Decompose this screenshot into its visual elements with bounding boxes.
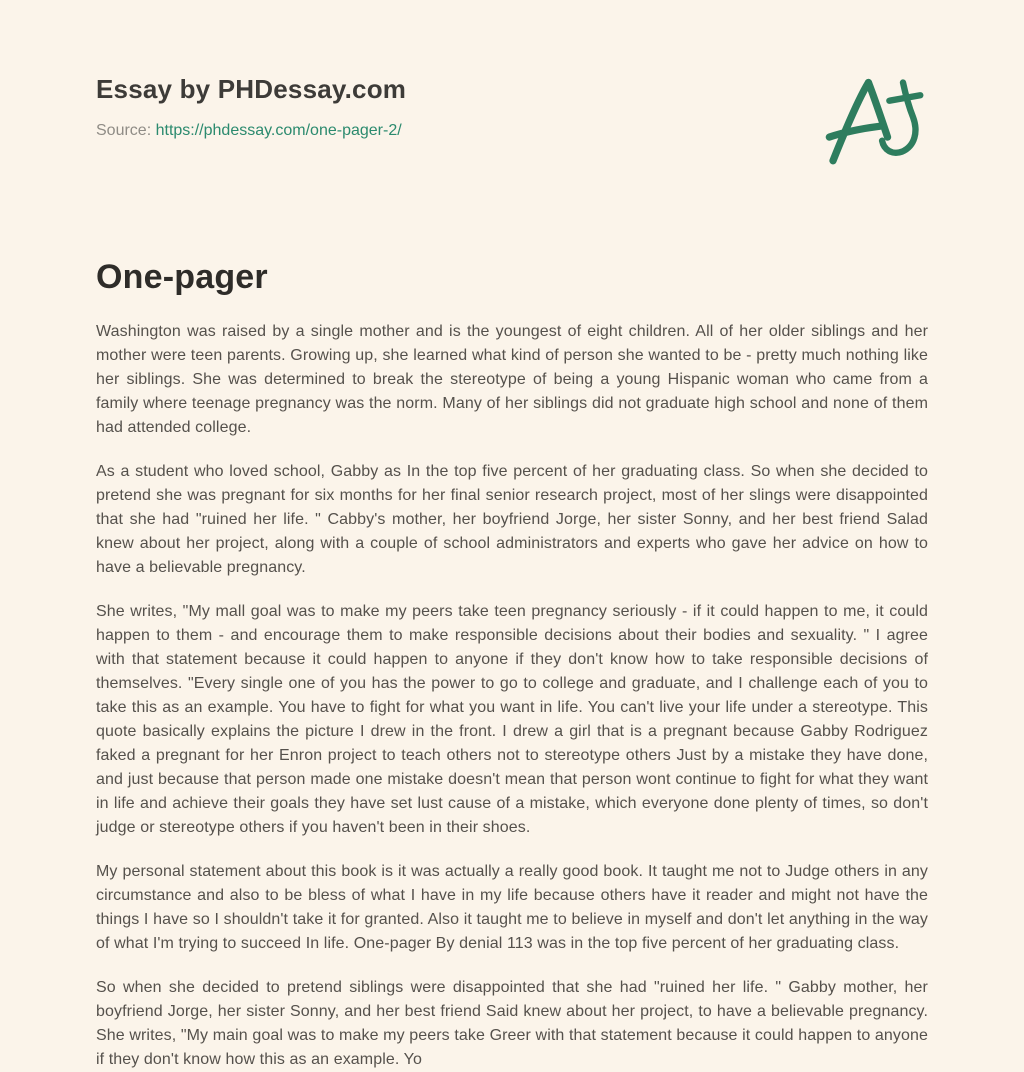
page-header	[96, 74, 928, 173]
site-title: Essay by PHDessay.com	[96, 74, 407, 104]
essay-paragraph: My personal statement about this book is it was actually a really good book. It taught me not to Judge others in any circumstance and also to be bless of what I have in my life because others have it reader and might not have the things I have so I shouldn't take it for granted. Also it taught me to believe in myself and don't let anything in the way of what I'm trying to succeed In life. One-pager By denial 113 was in the top five percent of her graduating class.	[96, 863, 928, 952]
essay-paragraph: Washington was raised by a single mother and is the youngest of eight children. All of her older siblings and her mother were teen parents. Growing up, she learned what kind of person she wanted to be - pretty much nothing like her siblings. She was determined to break the stereotype of being a young Hispanic woman who came from a family where teenage pregnancy was the norm. Many of her siblings did not graduate high school and none of them had attended college.	[96, 323, 928, 436]
a-plus-logo-icon	[818, 68, 928, 173]
essay-title: One-pager	[96, 258, 268, 296]
source-link[interactable]: https://phdessay.com/one-pager-2/	[155, 122, 402, 140]
source-label: Source:	[96, 122, 152, 140]
essay-paragraph: So when she decided to pretend siblings were disappointed that she had "ruined her life. " Gabby mother, her boyfriend Jorge, her sister Sonny, and her best friend Said knew about her project, to have a believable pregnancy. She writes, "My main goal was to make my peers take Greer with that statement because it could happen to anyone if they don't know how this as an example. Yo	[96, 979, 928, 1068]
essay-paragraph: She writes, "My mall goal was to make my peers take teen pregnancy seriously - if it could happen to me, it could happen to them - and encourage them to make responsible decisions about their bodies and sexuality. " I agree with that statement because it could happen to anyone if they don't know how to take responsible decisions of themselves. "Every single one of you has the power to go to college and graduate, and I challenge each of you to take this as an example. You have to fight for what you want in life. You can't live your life under a stereotype. This quote basically explains the picture I drew in the front. I drew a girl that is a pregnant because Gabby Rodriguez faked a pregnant for her Enron project to teach others not to stereotype others Just by a mistake they have done, and just because that person made one mistake doesn't mean that person wont continue to fight for what they want in life and achieve their goals they have set lust cause of a mistake, which everyone done plenty of times, so don't judge or stereotype others if you haven't been in their shoes.	[96, 603, 928, 836]
essay-body	[96, 320, 928, 1072]
essay-paragraph: As a student who loved school, Gabby as In the top five percent of her graduating class. So when she decided to pretend she was pregnant for six months for her final senior research project, most of her slings were disappointed that she had "ruined her life. " Cabby's mother, her boyfriend Jorge, her sister Sonny, and her best friend Salad knew about her project, along with a couple of school administrators and experts who gave her advice on how to have a believable pregnancy.	[96, 463, 928, 576]
header-text-block	[96, 74, 406, 140]
source-line	[96, 121, 406, 140]
